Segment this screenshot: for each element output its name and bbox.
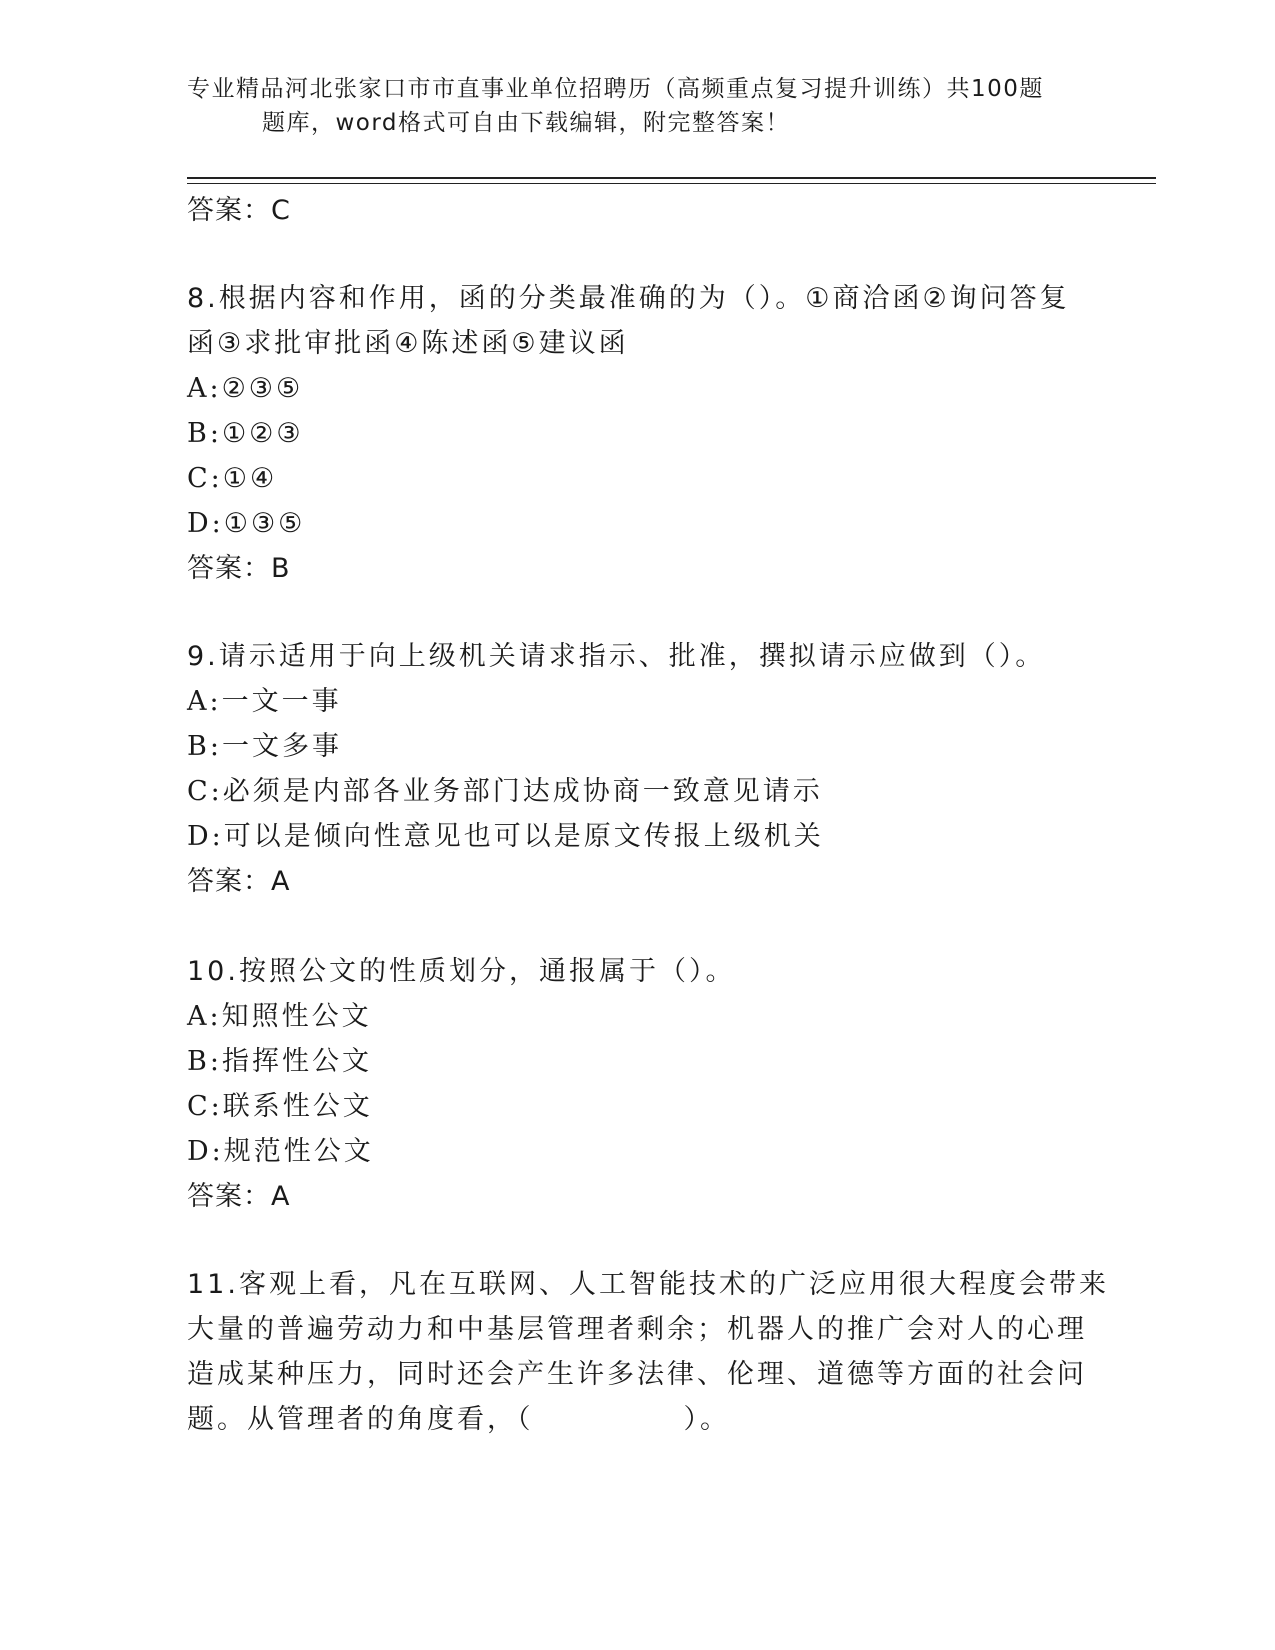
- answer-q10: 答案：A: [187, 1181, 291, 1212]
- q8-option-a: A:②③⑤: [187, 373, 304, 404]
- q11-stem-line-1: 11.客观上看，凡在互联网、人工智能技术的广泛应用很大程度会带来: [187, 1269, 1109, 1300]
- q10-option-b: B:指挥性公文: [187, 1046, 372, 1077]
- answer-q9: 答案：A: [187, 866, 291, 897]
- answer-q8: 答案：B: [187, 553, 291, 584]
- q9-option-d: D:可以是倾向性意见也可以是原文传报上级机关: [187, 821, 824, 852]
- q8-stem-line-2: 函③求批审批函④陈述函⑤建议函: [187, 328, 629, 359]
- q10-option-d: D:规范性公文: [187, 1136, 374, 1167]
- q10-option-a: A:知照性公文: [187, 1001, 372, 1032]
- q9-option-a: A:一文一事: [187, 686, 342, 717]
- header-line-2: 题库，word格式可自由下载编辑，附完整答案！: [262, 110, 791, 136]
- q11-stem-line-3: 造成某种压力，同时还会产生许多法律、伦理、道德等方面的社会问: [187, 1359, 1087, 1390]
- document-header: [187, 72, 1067, 140]
- q8-option-d: D:①③⑤: [187, 508, 306, 539]
- q9-option-c: C:必须是内部各业务部门达成协商一致意见请示: [187, 776, 823, 807]
- header-rule-thin: [187, 183, 1156, 184]
- q8-stem-line-1: 8.根据内容和作用，函的分类最准确的为（）。①商洽函②询问答复: [187, 283, 1070, 314]
- header-rule-thick: [187, 177, 1156, 179]
- q11-stem-line-2: 大量的普遍劳动力和中基层管理者剩余；机器人的推广会对人的心理: [187, 1314, 1087, 1345]
- header-line-1: 专业精品河北张家口市市直事业单位招聘历（高频重点复习提升训练）共100题: [187, 76, 1044, 102]
- q9-stem: 9.请示适用于向上级机关请求指示、批准，撰拟请示应做到（）。: [187, 641, 1046, 672]
- q11-stem-line-4: 题。从管理者的角度看，（ ）。: [187, 1404, 730, 1435]
- q8-option-c: C:①④: [187, 463, 278, 494]
- q9-option-b: B:一文多事: [187, 731, 342, 762]
- q10-option-c: C:联系性公文: [187, 1091, 373, 1122]
- answer-q7: 答案：C: [187, 195, 291, 226]
- q10-stem: 10.按照公文的性质划分，通报属于（）。: [187, 956, 736, 987]
- q8-option-b: B:①②③: [187, 418, 304, 449]
